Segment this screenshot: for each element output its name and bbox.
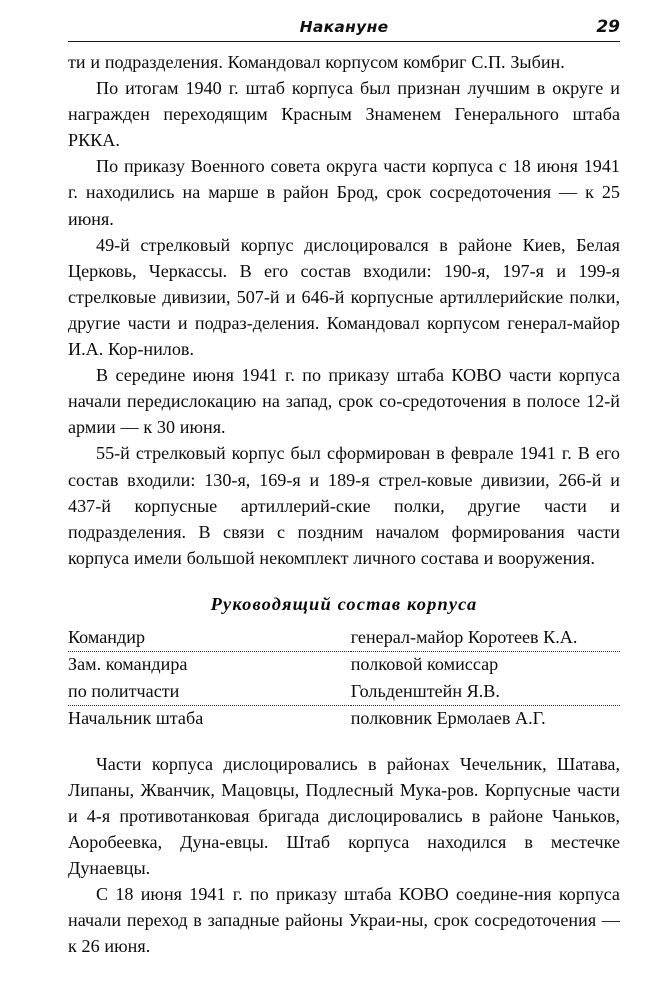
running-head-title: Накануне: [299, 18, 389, 36]
staff-name-deputy-surname: Гольденштейн Я.В.: [350, 680, 500, 701]
table-cell-role: [68, 652, 351, 679]
staff-name-deputy-rank: полковой комиссар: [350, 654, 499, 675]
staff-table-subheading: Руководящий состав корпуса: [210, 593, 478, 614]
paragraph-49-redeploy: В середине июня 1941 г. по приказу штаба КОВО части корпуса начали передислокацию на запад, срок со-​средоточения в полосе 12-​й армии — к 30 июня.: [68, 365, 620, 438]
table-row: [68, 706, 620, 733]
table-cell-name: [351, 652, 620, 679]
staff-table-body: [68, 625, 620, 733]
page-number: 29: [596, 17, 620, 37]
table-cell-name: [351, 625, 620, 652]
staff-role-commander: Командир: [68, 626, 146, 647]
staff-name-commander: генерал-​майор Коротеев К.А.: [350, 626, 578, 647]
staff-table: [68, 625, 620, 733]
section-corps-55-lead-paragraph: 55-​й стрелковый корпус был сформирован в феврале 1941 г. В его состав входили: 130-​я, 169-​я и 189-​я стрел-​ковые дивизии, 266-​й и 437-​й корпусные артиллерий-​ские полки, другие части и подразделения. В связи с поздним началом формирования части корпуса имели большой некомплект личного состава и вооружения.: [68, 443, 620, 568]
table-row: [68, 679, 620, 706]
tail-paragraph-block: [68, 751, 620, 960]
paragraph-1940-results: По итогам 1940 г. штаб корпуса был признан лучшим в округе и награжден переходящим Красным Знаменем Генерального штаба РККА.: [68, 78, 620, 151]
staff-role-chief-of-staff: Начальник штаба: [68, 708, 204, 729]
table-row: [68, 652, 620, 679]
table-row: [68, 625, 620, 652]
table-cell-name: [351, 679, 620, 706]
text-column: [68, 49, 620, 959]
paragraph-zybin: ти и подразделения. Командовал корпусом комбриг С.П. Зыбин.: [68, 52, 565, 72]
table-cell-role: [68, 679, 351, 706]
paragraph-order-march-brod: По приказу Военного совета округа части корпуса с 18 июня 1941 г. находились на марше в район Брод, срок сосредоточения — к 25 июня.: [68, 156, 620, 229]
staff-name-chief-of-staff: полковник Ермолаев А.Г.: [350, 708, 546, 729]
table-cell-name: [351, 706, 620, 733]
staff-role-deputy-political: по политчасти: [68, 680, 180, 701]
staff-role-deputy: Зам. командира: [68, 654, 188, 675]
table-cell-role: [68, 625, 351, 652]
section-corps-49-lead-paragraph: 49-​й стрелковый корпус дислоцировался в районе Киев, Белая Церковь, Черкассы. В его состав входили: 190-​я, 197-​я и 199-​я стрелковые дивизии, 507-​й и 646-​й корпусные артиллерийские полки, другие части и подраз-​деления. Командовал корпусом генерал-​майор И.А. Кор-​нилов.: [68, 234, 620, 360]
paragraph-55-locations: Части корпуса дислоцировались в районах Чечельник, Шатава, Липаны, Жванчик, Мацовцы, Подлесный Мука-​ров. Корпусные части и 4-​я противотанковая бригада дислоцировались в районе Чаньков, Аоробеевка, Дуна-​евцы. Штаб корпуса находился в местечке Дунаевцы.: [68, 753, 620, 878]
paragraph-55-move-west: С 18 июня 1941 г. по приказу штаба КОВО соедине-​ния корпуса начали переход в западные районы Украи-​ны, срок сосредоточения — к 26 июня.: [68, 883, 620, 957]
header-rule: [68, 41, 620, 42]
table-cell-role: [68, 706, 351, 733]
